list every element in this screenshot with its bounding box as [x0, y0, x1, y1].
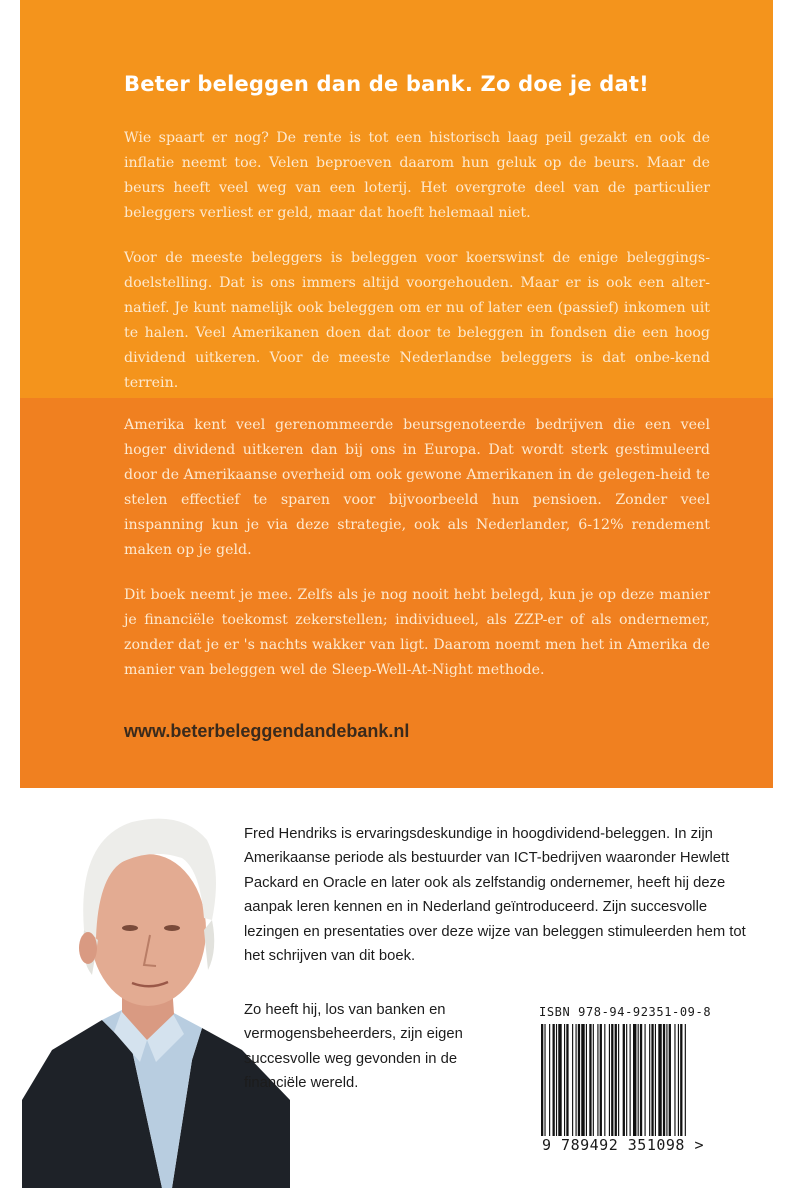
- barcode-digits: 9 789492 351098 >: [542, 1136, 705, 1154]
- barcode-bar: [669, 1024, 671, 1136]
- barcode-bar: [685, 1024, 686, 1136]
- barcode: [539, 1024, 737, 1136]
- barcode-bar: [638, 1024, 639, 1136]
- barcode-bar: [609, 1024, 610, 1136]
- barcode-bar: [604, 1024, 605, 1136]
- barcode-bar: [674, 1024, 675, 1136]
- barcode-bar: [680, 1024, 682, 1136]
- barcode-bar: [556, 1024, 557, 1136]
- blurb-paragraph-4: Dit boek neemt je mee. Zelfs als je nog nooit hebt belegd, kun je op deze manier je financiële toekomst zekerstellen; individueel, als ZZP-er of als ondernemer, zonder dat je er 's nachts wakker van ligt. Daarom noemt men het in Amerika de manier van beleggen wel de Sleep-Well-At-Night methode.: [124, 587, 710, 678]
- barcode-bar: [655, 1024, 656, 1136]
- isbn-label: ISBN 978-94-92351-09-8: [539, 1005, 712, 1019]
- barcode-bar: [615, 1024, 617, 1136]
- barcode-bar: [593, 1024, 594, 1136]
- barcode-bar: [578, 1024, 580, 1136]
- barcode-bar: [663, 1024, 665, 1136]
- barcode-bar: [626, 1024, 627, 1136]
- barcode-bar: [553, 1024, 555, 1136]
- barcode-bar: [564, 1024, 565, 1136]
- barcode-bar: [586, 1024, 587, 1136]
- barcode-bar: [581, 1024, 584, 1136]
- barcode-bar: [541, 1024, 543, 1136]
- barcode-bar: [544, 1024, 545, 1136]
- website-link[interactable]: www.beterbeleggendandebank.nl: [124, 721, 410, 741]
- barcode-bar: [678, 1024, 679, 1136]
- barcode-bar: [658, 1024, 661, 1136]
- barcode-bar: [576, 1024, 577, 1136]
- barcode-bar: [623, 1024, 625, 1136]
- barcode-bar: [651, 1024, 653, 1136]
- barcode-bar: [597, 1024, 598, 1136]
- barcode-bar: [566, 1024, 568, 1136]
- barcode-bar: [572, 1024, 573, 1136]
- barcode-bar: [618, 1024, 619, 1136]
- barcode-bar: [666, 1024, 667, 1136]
- barcode-bar: [633, 1024, 636, 1136]
- blurb-paragraph-3: Amerika kent veel gerenommeerde beursgenoteerde bedrijven die een veel hoger dividend uitkeren dan bij ons in Europa. Dat wordt sterk gestimuleerd door de Amerikaanse overheid om ook gewone Amerikanen in de gelegen-heid te stelen effectief te sparen voor bijvoorbeeld hun pensioen. Zonder veel inspanning kun je via deze strategie, ook als Nederlander, 6-12% rendement maken op je geld.: [124, 417, 710, 558]
- barcode-bar: [630, 1024, 631, 1136]
- barcode-bar: [558, 1024, 561, 1136]
- barcode-bar: [645, 1024, 646, 1136]
- blurb-paragraph-2: Voor de meeste beleggers is beleggen voor koerswinst de enige beleggings-doelstelling. Dat is ons immers altijd voorgehouden. Maar er is ook een alter-natief. Je kunt namelijk ook beleggen om er nu of later een (passief) inkomen uit te halen. Veel Amerikanen doen dat door te beleggen in fondsen die een hoog dividend uitkeren. Voor de meeste Nederlandse beleggers is dat onbe-kend terrein.: [124, 250, 710, 391]
- barcode-bar: [589, 1024, 591, 1136]
- barcode-bar: [611, 1024, 613, 1136]
- author-bio: Fred Hendriks is ervaringsdeskundige in hoogdividend-beleggen. In zijn Amerikaanse periode als bestuurder van ICT-bedrijven waaronder Hewlett Packard en Oracle en later ook als zelfstandig ondernemer, heeft hij deze aanpak leren kennen en in Nederland geïntroduceerd. Zijn succesvolle lezingen en presentaties over deze wijze van beleggen stimuleerden hem tot het schrijven van dit boek.: [244, 826, 746, 965]
- barcode-bar: [649, 1024, 650, 1136]
- cover-headline: Beter beleggen dan de bank. Zo doe je dat!: [124, 72, 649, 96]
- author-bio-closing: Zo heeft hij, los van banken en vermogensbeheerders, zijn eigen succesvolle weg gevonden in de financiële wereld.: [244, 1002, 463, 1092]
- barcode-bar: [549, 1024, 550, 1136]
- blurb-paragraph-1: Wie spaart er nog? De rente is tot een historisch laag peil gezakt en ook de inflatie neemt toe. Velen beproeven daarom hun geluk op de beurs. Maar de beurs heeft veel weg van een loterij. Het overgrote deel van de particulier beleggers verliest er geld, maar dat hoeft helemaal niet.: [124, 130, 710, 221]
- barcode-bar: [640, 1024, 642, 1136]
- barcode-bar: [600, 1024, 602, 1136]
